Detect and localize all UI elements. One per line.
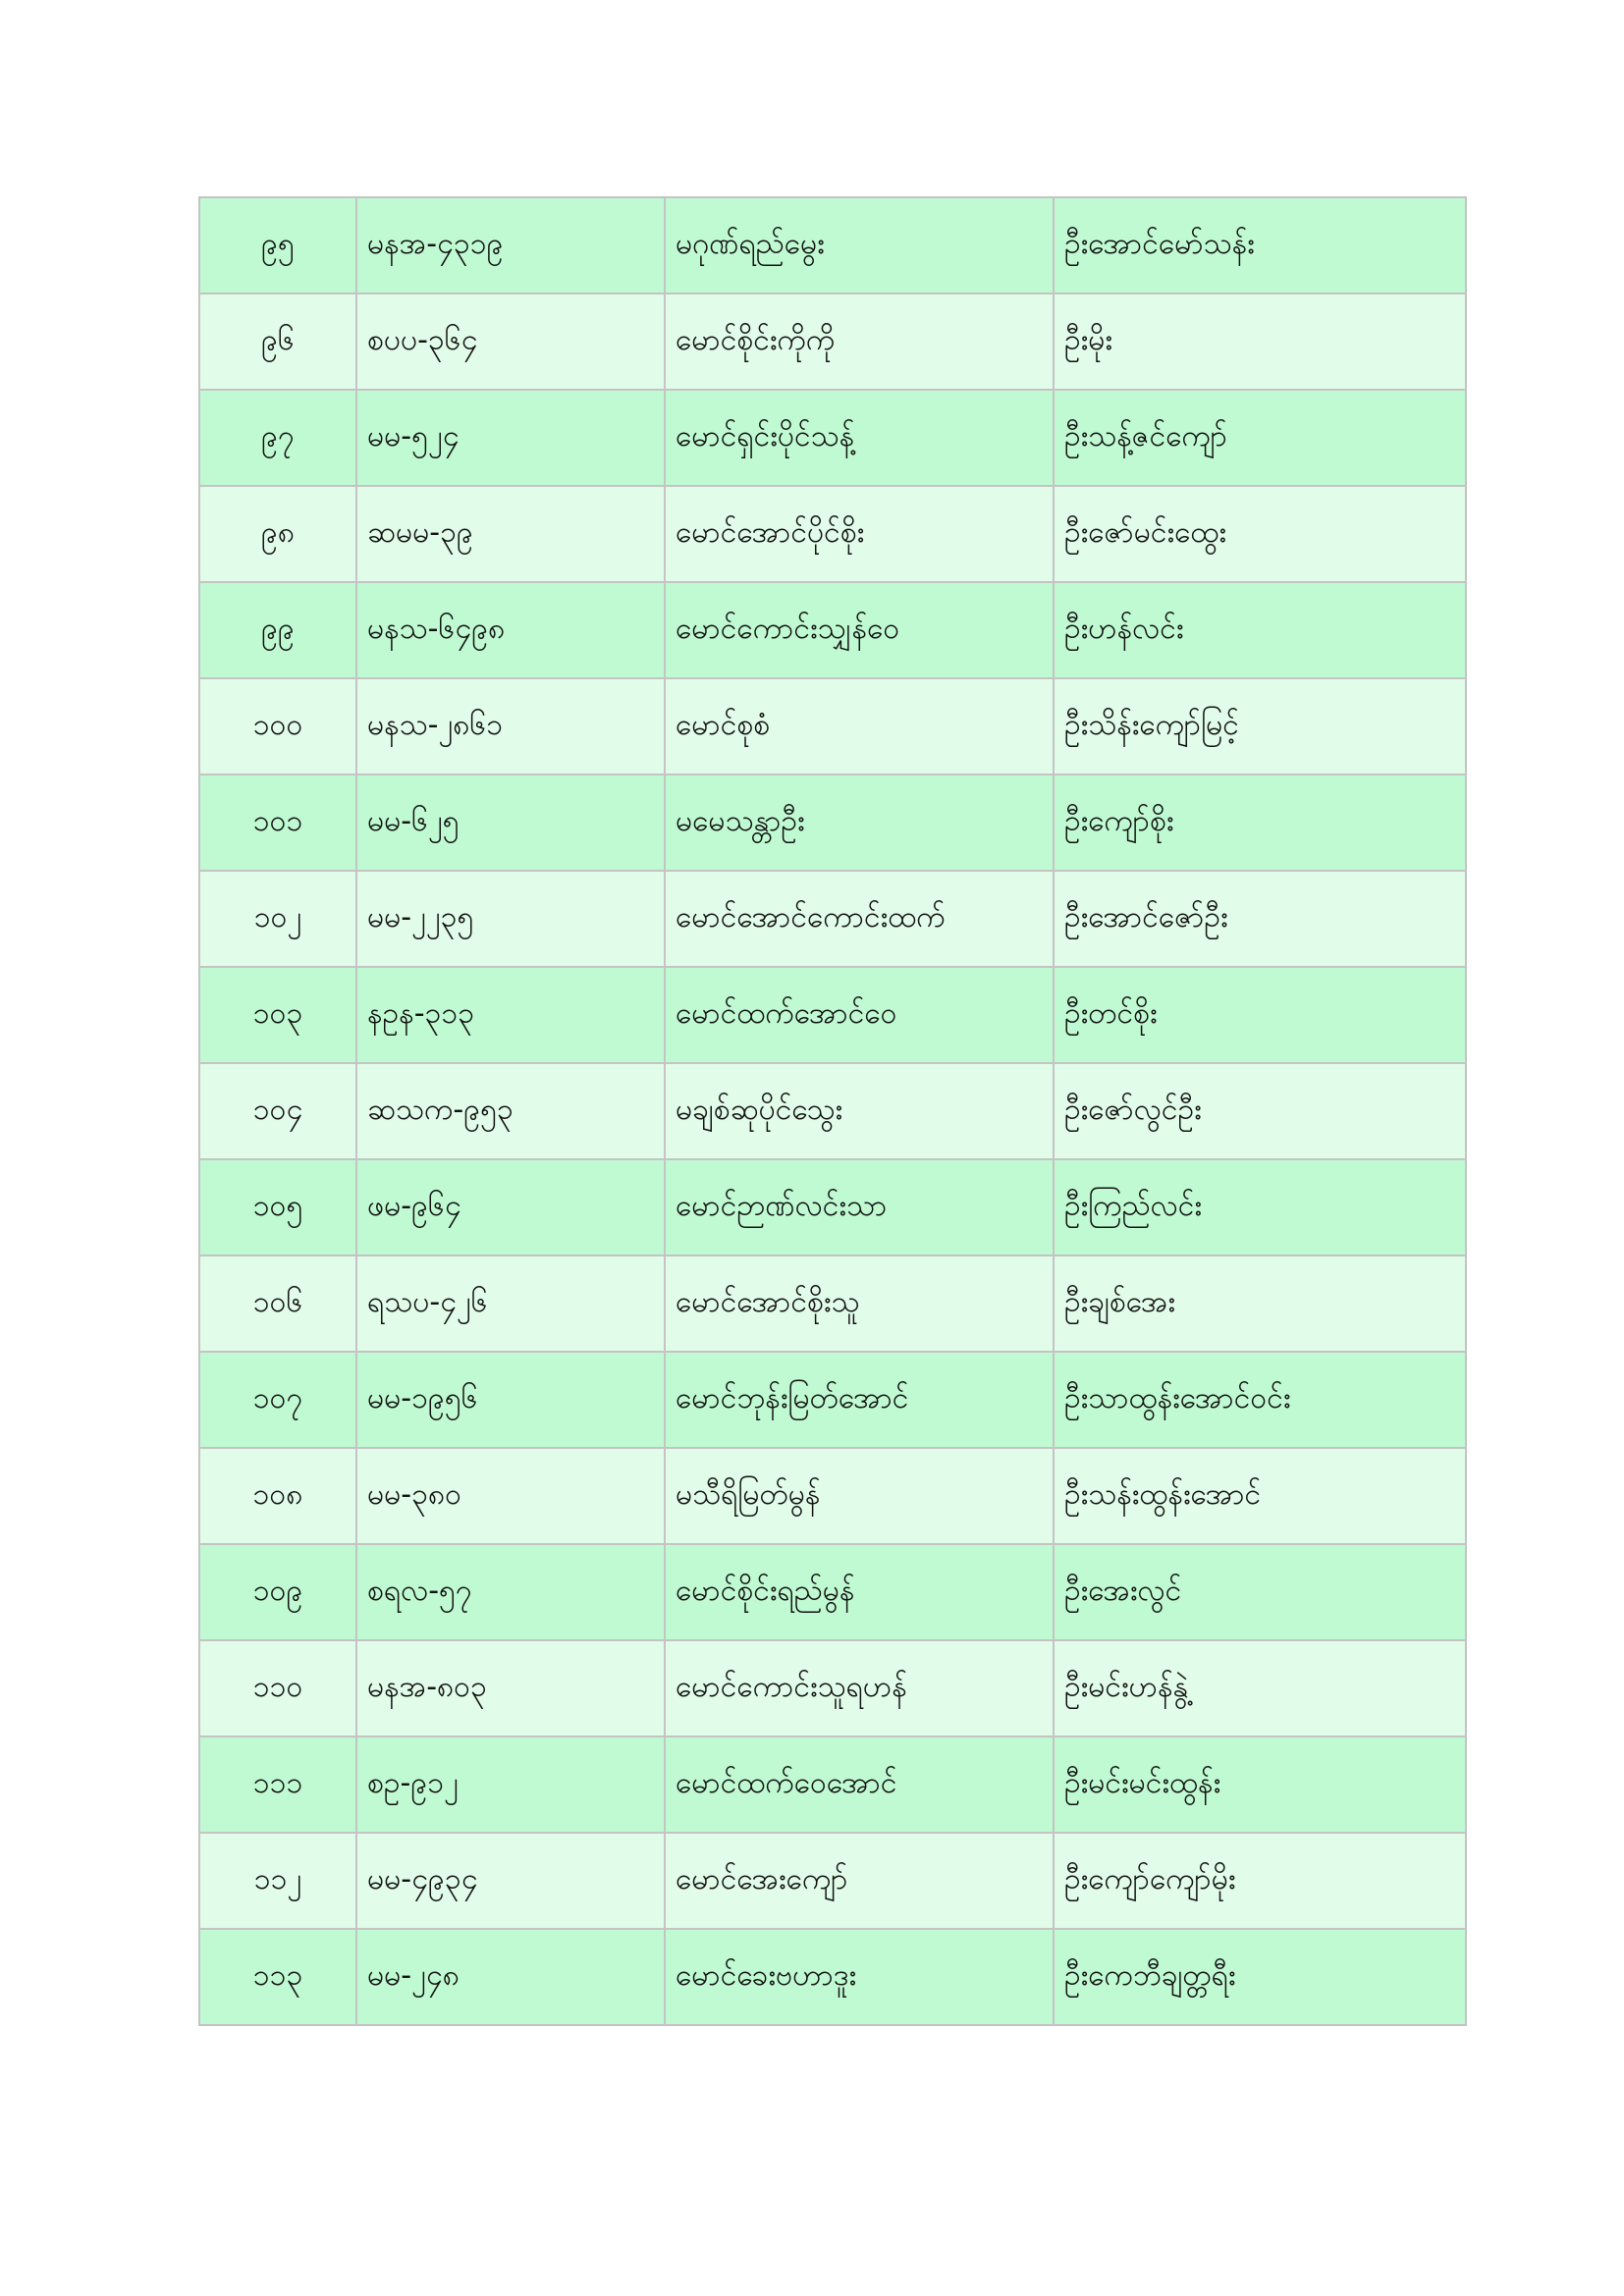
table-row xyxy=(199,678,1466,774)
row-number: ၉၅ xyxy=(199,197,356,294)
father-name: ဦးသန့်ဇင်ကျော် xyxy=(1054,390,1466,486)
student-name: မသီရိမြတ်မွန် xyxy=(665,1448,1054,1544)
father-name: ဦးဇော်လွင်ဦး xyxy=(1054,1063,1466,1159)
student-name: မောင်ဉာဏ်လင်းသာ xyxy=(665,1159,1054,1255)
student-name: မောင်စုစံ xyxy=(665,678,1054,774)
father-name: ဦးတင်စိုး xyxy=(1054,967,1466,1063)
father-name: ဦးသန်းထွန်းအောင် xyxy=(1054,1448,1466,1544)
row-number: ၁၀၈ xyxy=(199,1448,356,1544)
father-name: ဦးမင်းဟန်နွဲ့ xyxy=(1054,1640,1466,1736)
student-name: မောင်အောင်စိုးသူ xyxy=(665,1255,1054,1352)
row-number: ၁၀၄ xyxy=(199,1063,356,1159)
father-name: ဦးအေးလွင် xyxy=(1054,1544,1466,1640)
id-number: မမ-၅၂၄ xyxy=(356,390,665,486)
father-name: ဦးဇော်မင်းထွေး xyxy=(1054,486,1466,582)
student-name: မောင်ကောင်းသျှန်ဝေ xyxy=(665,582,1054,678)
id-number: စဥ-၉၁၂ xyxy=(356,1736,665,1833)
father-name: ဦးကြည်လင်း xyxy=(1054,1159,1466,1255)
student-name: မမေသန္တာဦး xyxy=(665,774,1054,871)
row-number: ၁၀၁ xyxy=(199,774,356,871)
table-row xyxy=(199,1736,1466,1833)
table-row xyxy=(199,967,1466,1063)
id-number: မမ-၂၂၃၅ xyxy=(356,871,665,967)
row-number: ၉၉ xyxy=(199,582,356,678)
id-number: မမ-၂၄၈ xyxy=(356,1929,665,2025)
father-name: ဦးမင်းမင်းထွန်း xyxy=(1054,1736,1466,1833)
id-number: မမ-၃၈၀ xyxy=(356,1448,665,1544)
id-number: မနသ-၂၈၆၁ xyxy=(356,678,665,774)
student-name: မောင်ရှင်းပိုင်သန့် xyxy=(665,390,1054,486)
row-number: ၁၀၀ xyxy=(199,678,356,774)
row-number: ၁၁၂ xyxy=(199,1833,356,1929)
father-name: ဦးကျော်စိုး xyxy=(1054,774,1466,871)
student-name: မောင်စိုင်းကိုကို xyxy=(665,294,1054,390)
row-number: ၁၀၆ xyxy=(199,1255,356,1352)
row-number: ၁၁၀ xyxy=(199,1640,356,1736)
table-row xyxy=(199,871,1466,967)
row-number: ၉၆ xyxy=(199,294,356,390)
table-row xyxy=(199,1929,1466,2025)
father-name: ဦးအောင်ဇော်ဦး xyxy=(1054,871,1466,967)
student-name: မောင်ကောင်းသူရဟန် xyxy=(665,1640,1054,1736)
father-name: ဦးဟန်လင်း xyxy=(1054,582,1466,678)
table-row xyxy=(199,1448,1466,1544)
row-number: ၁၀၃ xyxy=(199,967,356,1063)
student-name: မောင်ဘုန်းမြတ်အောင် xyxy=(665,1352,1054,1448)
father-name: ဦးကေဘီချတ္တရီး xyxy=(1054,1929,1466,2025)
id-number: မနသ-၆၄၉၈ xyxy=(356,582,665,678)
id-number: မနအ-၈၀၃ xyxy=(356,1640,665,1736)
table-row xyxy=(199,1544,1466,1640)
student-name: မောင်စိုင်းရည်မွန် xyxy=(665,1544,1054,1640)
student-name: မောင်ထက်အောင်ဝေ xyxy=(665,967,1054,1063)
father-name: ဦးကျော်ကျော်မိုး xyxy=(1054,1833,1466,1929)
id-number: နဥန-၃၁၃ xyxy=(356,967,665,1063)
father-name: ဦးချစ်အေး xyxy=(1054,1255,1466,1352)
student-name: မောင်အောင်ကောင်းထက် xyxy=(665,871,1054,967)
table-row xyxy=(199,1159,1466,1255)
roster-table xyxy=(198,196,1467,2026)
row-number: ၉၈ xyxy=(199,486,356,582)
table-row xyxy=(199,294,1466,390)
row-number: ၉၇ xyxy=(199,390,356,486)
id-number: ဆမမ-၃၉ xyxy=(356,486,665,582)
table-row xyxy=(199,1640,1466,1736)
father-name: ဦးမိုး xyxy=(1054,294,1466,390)
father-name: ဦးသိန်းကျော်မြင့် xyxy=(1054,678,1466,774)
table-row xyxy=(199,774,1466,871)
id-number: မနအ-၄၃၁၉ xyxy=(356,197,665,294)
id-number: မမ-၆၂၅ xyxy=(356,774,665,871)
row-number: ၁၀၉ xyxy=(199,1544,356,1640)
father-name: ဦးသာထွန်းအောင်ဝင်း xyxy=(1054,1352,1466,1448)
student-name: မောင်အောင်ပိုင်စိုး xyxy=(665,486,1054,582)
table-row xyxy=(199,1063,1466,1159)
table-row xyxy=(199,197,1466,294)
table-row xyxy=(199,1833,1466,1929)
student-name: မောင်ထက်ဝေအောင် xyxy=(665,1736,1054,1833)
row-number: ၁၁၁ xyxy=(199,1736,356,1833)
id-number: မမ-၁၉၅၆ xyxy=(356,1352,665,1448)
student-name: မောင်ခေးဗဟာဒူး xyxy=(665,1929,1054,2025)
row-number: ၁၀၅ xyxy=(199,1159,356,1255)
id-number: မမ-၄၉၃၄ xyxy=(356,1833,665,1929)
row-number: ၁၁၃ xyxy=(199,1929,356,2025)
table-row xyxy=(199,582,1466,678)
id-number: ရသပ-၄၂၆ xyxy=(356,1255,665,1352)
id-number: စပပ-၃၆၄ xyxy=(356,294,665,390)
id-number: ဆသက-၉၅၃ xyxy=(356,1063,665,1159)
id-number: စရလ-၅၇ xyxy=(356,1544,665,1640)
row-number: ၁၀၂ xyxy=(199,871,356,967)
table-row xyxy=(199,486,1466,582)
table-row xyxy=(199,390,1466,486)
row-number: ၁၀၇ xyxy=(199,1352,356,1448)
id-number: ဖမ-၉၆၄ xyxy=(356,1159,665,1255)
table-row xyxy=(199,1352,1466,1448)
student-name: မဂုဏ်ရည်မွေး xyxy=(665,197,1054,294)
student-name: မောင်အေးကျော် xyxy=(665,1833,1054,1929)
father-name: ဦးအောင်မော်သန်း xyxy=(1054,197,1466,294)
table-row xyxy=(199,1255,1466,1352)
student-name: မချစ်ဆုပိုင်သွေး xyxy=(665,1063,1054,1159)
